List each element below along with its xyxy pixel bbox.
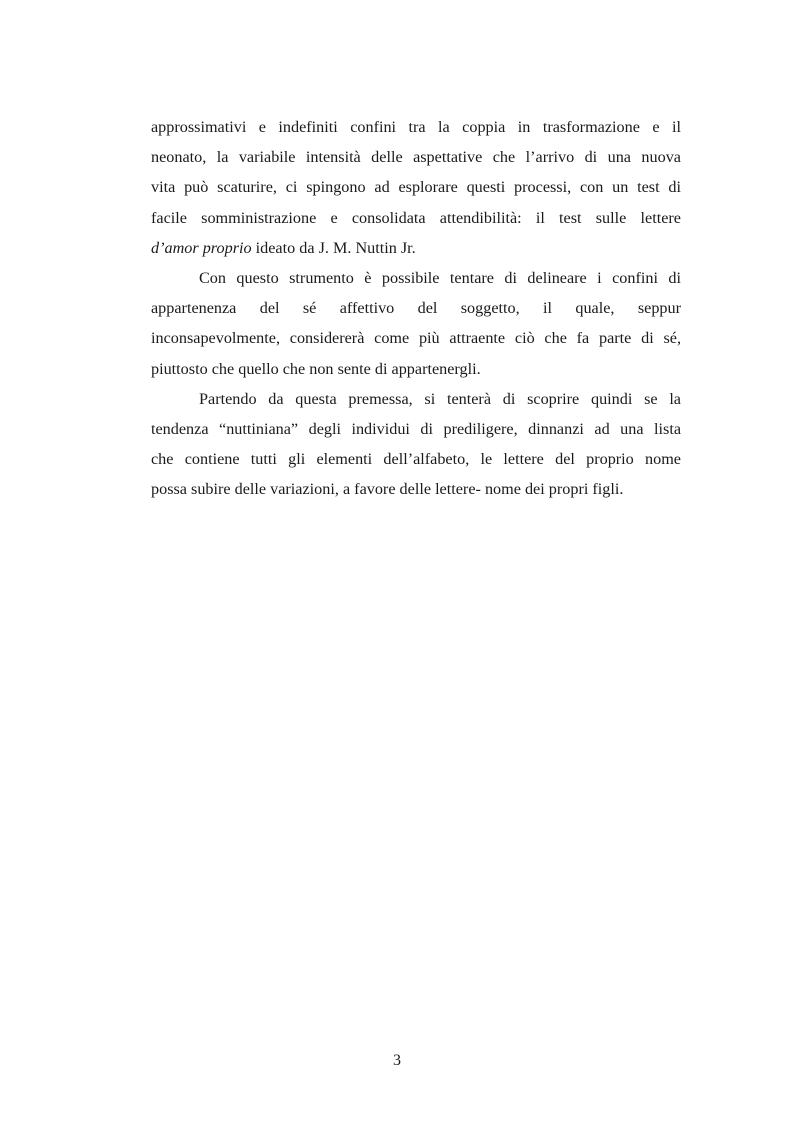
paragraph-3: [151, 384, 681, 505]
page-number: 3: [393, 1052, 401, 1069]
text-line: tendenza “nuttiniana” degli individui di prediligere, dinnanzi ad una lista: [151, 419, 681, 438]
text-line: vita può scaturire, ci spingono ad esplorare questi processi, con un test di: [151, 178, 681, 197]
paragraph-1: [151, 112, 681, 263]
text-line: neonato, la variabile intensità delle aspettative che l’arrivo di una nuova: [151, 148, 681, 167]
text-line: [151, 233, 681, 263]
text-line: inconsapevolmente, considererà come più attraente ciò che fa parte di sé,: [151, 329, 681, 348]
text-fragment: ideato da J. M. Nuttin Jr.: [251, 238, 416, 257]
text-line: facile somministrazione e consolidata attendibilità: il test sulle lettere: [151, 208, 681, 227]
document-body: [151, 112, 681, 504]
text-line: piuttosto che quello che non sente di appartenergli.: [151, 359, 481, 378]
text-line: che contiene tutti gli elementi dell’alfabeto, le lettere del proprio nome: [151, 450, 681, 469]
text-line: approssimativi e indefiniti confini tra la coppia in trasformazione e il: [151, 118, 681, 136]
paragraph-2: [151, 263, 681, 384]
italic-title: d’amor proprio: [151, 238, 252, 257]
text-line: appartenenza del sé affettivo del soggetto, il quale, seppur: [151, 299, 681, 318]
text-line: Partendo da questa premessa, si tenterà di scoprire quindi se la: [199, 389, 681, 408]
text-line: Con questo strumento è possibile tentare di delineare i confini di: [199, 268, 681, 287]
text-line: possa subire delle variazioni, a favore delle lettere- nome dei propri figli.: [151, 480, 624, 499]
